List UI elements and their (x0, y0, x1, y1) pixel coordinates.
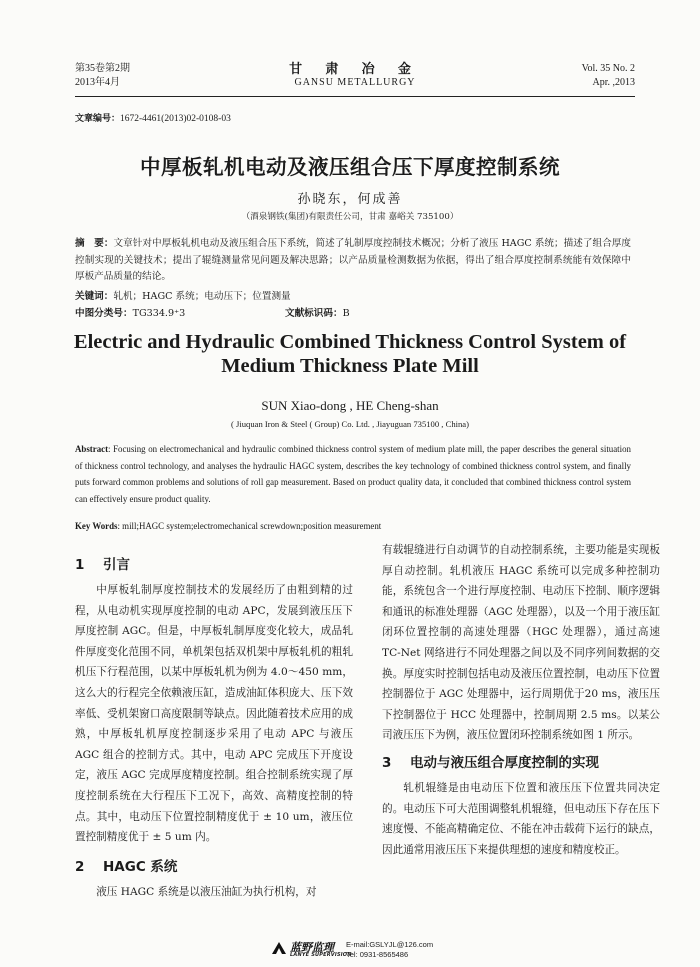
classification-line (75, 305, 350, 319)
article-number-value: 1672-4461(2013)02-0108-03 (120, 114, 231, 124)
abstract-en (75, 441, 631, 507)
section-1-title: 引言 (103, 557, 130, 573)
keywords-en-text: : mill;HAGC system;electromechanical screwdown;position measurement (117, 521, 382, 531)
article-number (75, 111, 231, 124)
header-right (582, 62, 635, 90)
affiliation-en: ( Jiuquan Iron & Steel ( Group) Co. Ltd. , Jiayuguan 735100 , China) (231, 419, 469, 429)
body-right-column (382, 540, 660, 860)
logo-subtext: LANYE SUPERVISION (290, 952, 352, 958)
abstract-cn (75, 236, 631, 286)
body-left-column (75, 550, 353, 902)
date-en: Apr. ,2013 (592, 77, 635, 88)
logo-text: 蓝野监理 (290, 941, 334, 954)
journal-name-cn: 甘 肃 冶 金 (289, 61, 421, 76)
authors-en: SUN Xiao-dong , HE Cheng-shan (261, 398, 439, 413)
footer-tel: Tel: 0931-8565486 (346, 950, 409, 959)
document-code-label: 文献标识码： (285, 308, 343, 319)
footer-banner (272, 939, 482, 961)
document-code-value: B (342, 308, 350, 319)
keywords-cn-label: 关键词： (75, 291, 114, 302)
keywords-en (75, 521, 381, 531)
page-title-cn: 中厚板轧机电动及液压组合压下厚度控制系统 (140, 155, 560, 179)
affiliation-cn: （酒泉钢铁(集团)有限责任公司，甘肃 嘉峪关 735100） (241, 212, 459, 222)
footer-contact (346, 940, 433, 960)
section-1-paragraph: 中厚板轧制厚度控制技术的发展经历了由粗到精的过程，从电动机实现厚度控制的电动 APC，发展到液压压下厚度控制 AGC。但是，中厚板轧制厚度变化较大，成品轧件厚度变化范围不同，单机架包括双机架中厚板轧机的粗轧机压下行程范围，以某中厚板轧机为例为 4.0～450 mm，这么大的行程完全依赖液压缸，造成油缸体积庞大、压下效率低、受机架窗口高度限制等缺点。因此随着技术应用的成熟，中厚板轧机厚度控制逐步采用了电动 APC 与液压 AGC 组合的控制方式。其中，电动 APC 完成压下开度设定，液压 AGC 完成厚度精度控制。组合控制系统实现了厚度控制系统在大行程压下工况下，高效、高精度控制的特点。其中，电动压下位置控制精度优于 ± 10 um，液压位置控制精度优于 ± 5 um 内。 (75, 584, 353, 844)
section-2-continuation: 有载辊缝进行自动调节的自动控制系统，主要功能是实现板厚自动控制。轧机液压 HAGC 系统可以完成多种控制功能，系统包含一个进行厚度控制、电动压下控制、顺序逻辑和通讯的标准处理器（AGC 处理器），以及一个用于液压缸闭环位置控制的高速处理器（HGC 处理器），通过高速 TC-Net 网络进行不同处理器之间以及不同序列间数据的交换。厚度实时控制包括电动及液压位置控制，电动压下位置控制器位于 AGC 处理器中，运行周期优于20 ms，液压压下控制器位于 HCC 处理器中，控制周期 2.5 ms。以某公司液压压下为例，液压位置闭环控制系统如图 1 所示。 (382, 544, 660, 742)
volume-cn: 第35卷第2期 (75, 63, 130, 74)
section-1-number: 1 (75, 557, 85, 573)
page-title-en (0, 330, 700, 378)
logo-mark-icon (272, 941, 286, 955)
header-rule (75, 96, 635, 97)
section-3-title: 电动与液压组合厚度控制的实现 (410, 754, 599, 771)
section-3-number: 3 (382, 754, 392, 771)
section-2-paragraph: 液压 HAGC 系统是以液压油缸为执行机构，对 (96, 885, 317, 898)
classification-value: TG334.9⁺3 (132, 308, 186, 319)
section-2-heading (75, 852, 353, 882)
section-2-number: 2 (75, 858, 85, 875)
abstract-en-text: : Focusing on electromechanical and hydraulic combined thickness control system of medium plate mill, the paper describes the general situation of thickness control technology, and analyses the hydraulic HAGC system, describes the key technology of combined thickness control system, and finally puts forward common problems and solutions of roll gap measurement. Based on product quality data, it concluded that combined thickness control system can effectively ensure product quality. (75, 444, 631, 504)
keywords-cn (75, 288, 291, 302)
running-header (75, 62, 635, 90)
classification-label: 中图分类号： (75, 308, 133, 319)
footer-email: E-mail:GSLYJL@126.com (346, 940, 434, 949)
title-en-line1: Electric and Hydraulic Combined Thickness Control System of (73, 331, 627, 353)
abstract-en-label: Abstract (75, 444, 109, 454)
section-2-title: HAGC 系统 (103, 858, 178, 875)
article-number-label: 文章编号： (75, 114, 121, 124)
section-3-paragraph: 轧机辊缝是由电动压下位置和液压压下位置共同决定的。电动压下可大范围调整轧机辊缝，但电动压下存在压下速度慢、不能高精确定位、不能在冲击载荷下运行的缺点，因此通常用液压压下来提供理想的速度和精度校正。 (382, 781, 660, 856)
keywords-en-label: Key Words (75, 521, 118, 531)
volume-en: Vol. 35 No. 2 (581, 63, 635, 74)
section-3-heading (382, 748, 660, 778)
keywords-cn-text: 轧机；HAGC 系统；电动压下；位置测量 (113, 291, 291, 302)
title-en-line2: Medium Thickness Plate Mill (221, 355, 479, 377)
authors-cn: 孙晓东，何成善 (297, 192, 403, 207)
journal-name-en: GANSU METALLURGY (294, 77, 416, 88)
abstract-cn-label: 摘 要： (75, 238, 114, 249)
abstract-cn-text: 文章针对中厚板轧机电动及液压组合压下系统，简述了轧制厚度控制技术概况；分析了液压 HAGC 系统；描述了组合厚度控制实现的关键技术；提出了辊缝测量常见问题及解决思路；以产品质量检测数据为依据，得出了组合厚度控制系统能有效保障中厚板产品质量的结论。 (75, 238, 632, 282)
section-1-heading (75, 550, 353, 580)
document-code (285, 305, 350, 319)
date-cn: 2013年4月 (75, 77, 120, 88)
journal-name (75, 62, 635, 90)
